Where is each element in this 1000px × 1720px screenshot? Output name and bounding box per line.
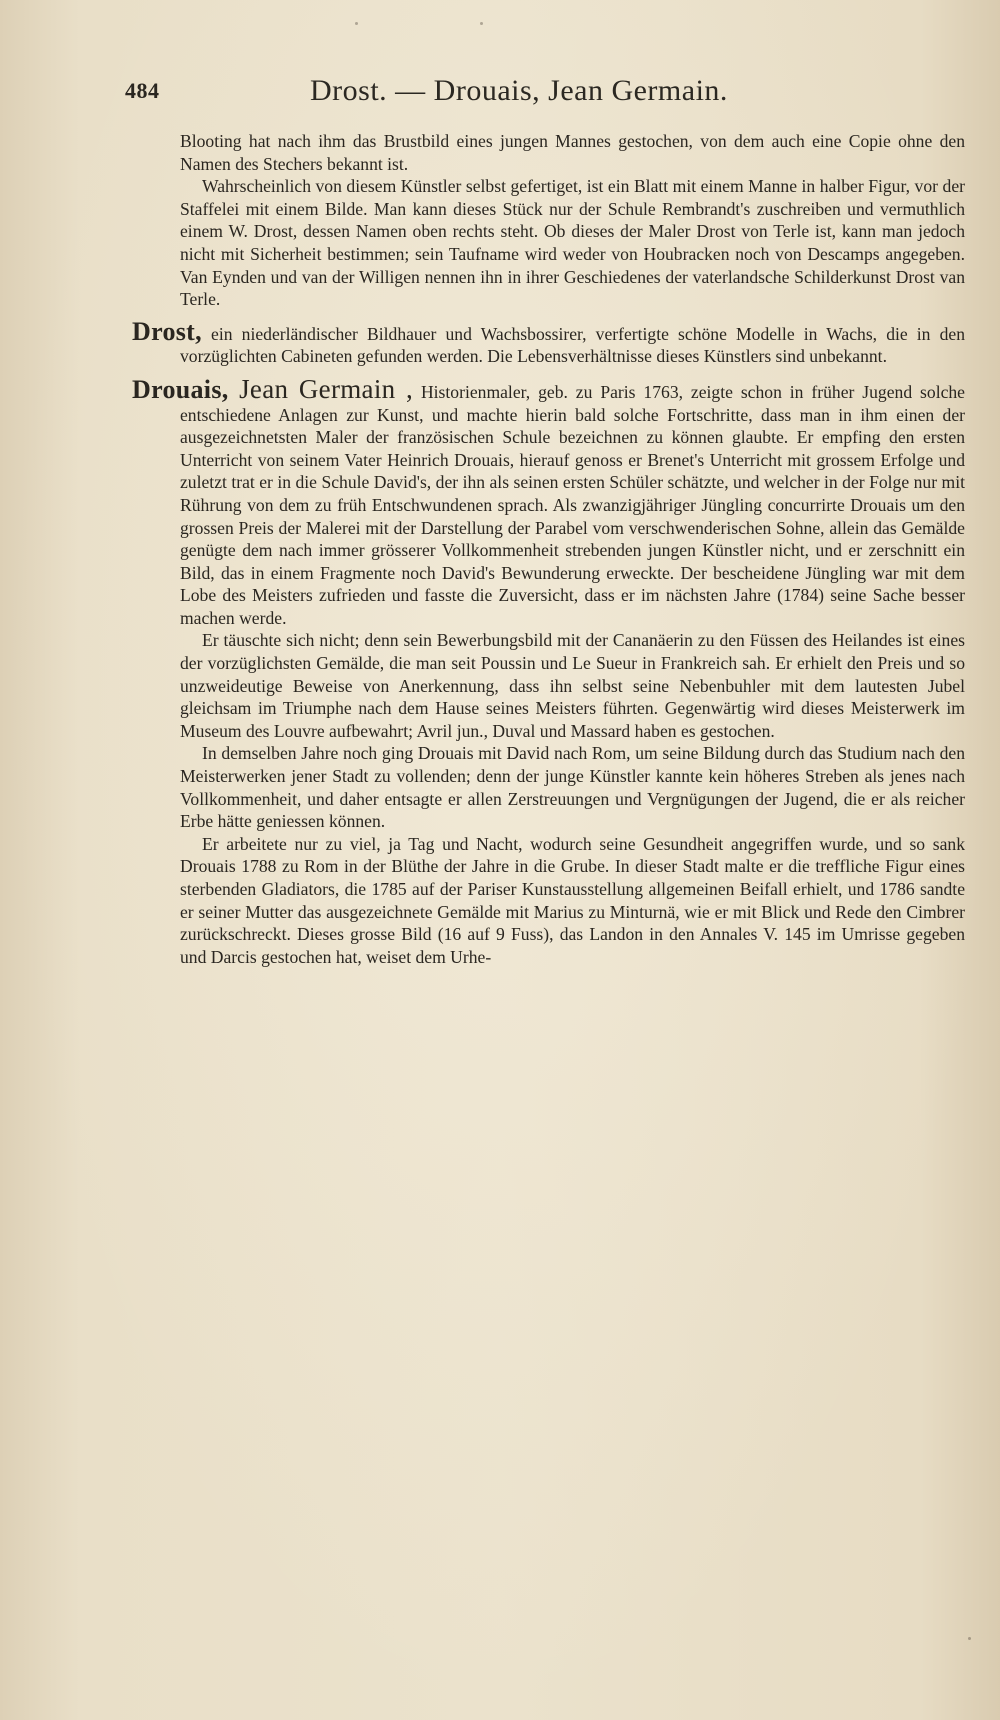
paragraph-blooting: Blooting hat nach ihm das Brustbild eines jungen Mannes gestochen, von dem auch eine Copie ohne den Namen des Stechers bekannt ist.	[180, 131, 965, 174]
running-head-title: Drost. — Drouais, Jean Germain.	[310, 74, 728, 107]
entry-drost-text: ein niederländischer Bildhauer und Wachsbossirer, verfertigte schöne Modelle in Wachs, die in den vorzüglichten Cabineten gefunden werden. Die Lebensverhältnisse dieses Künstlers sind unbekannt.	[180, 323, 965, 367]
page-number: 484	[125, 78, 160, 103]
paragraph-drouais-4: Er arbeitete nur zu viel, ja Tag und Nacht, wodurch seine Gesundheit angegriffen wurde, und so sank Drouais 1788 zu Rom in der Blüthe der Jahre in die Grube. In dieser Stadt malte er die treffliche Figur eines sterbenden Gladiators, die 1785 auf der Pariser Kunstausstellung allgemeinen Beifall erhielt, und 1786 sandte er seiner Mutter das ausgezeichnete Gemälde mit Marius zu Minturnä, wie er mit Blick und Rede den Cimbrer zurückschreckt. Dieses grosse Bild (16 auf 9 Fuss), das Landon in den Annales V. 145 im Umrisse gegeben und Darcis gestochen hat, weiset dem Urhe-	[180, 833, 965, 967]
headword-drost: Drost,	[132, 316, 202, 346]
paper-speck	[480, 22, 483, 25]
entry-drost	[132, 316, 965, 368]
paragraph-drouais-2: Er täuschte sich nicht; denn sein Bewerbungsbild mit der Cananäerin zu den Füssen des Heilandes ist eines der vorzüglichsten Gemälde, die man seit Poussin und Le Sueur in Frankreich sah. Er erhielt den Preis und so unzweideutige Beweise von Anerkennung, dass ihn selbst seine Nebenbuhler mit dem lautesten Jubel gleichsam im Triumphe nach dem Hause seines Meisters führten. Gegenwärtig wird dieses Meisterwerk im Museum des Louvre aufbewahrt; Avril jun., Duval und Massard haben es gestochen.	[180, 630, 965, 741]
paragraph-wahrscheinlich: Wahrscheinlich von diesem Künstler selbst gefertiget, ist ein Blatt mit einem Manne in halber Figur, vor der Staffelei mit einem Bilde. Man kann dieses Stück nur der Schule Rembrandt's zuschreiben und vermuthlich einem W. Drost, dessen Namen oben rechts steht. Ob dieses der Maler Drost von Terle ist, kann man jedoch nicht mit Sicherheit bestimmen; sein Taufname wird weder von Houbracken noch von Descamps angegeben. Van Eynden und van der Willigen nennen ihn in ihrer Geschiedenes der vaterlandsche Schilderkunst Drost van Terle.	[180, 176, 965, 310]
paragraph-drouais-3: In demselben Jahre noch ging Drouais mit David nach Rom, um seine Bildung durch das Studium nach den Meisterwerken jener Stadt zu vollenden; denn der junge Künstler kannte kein höheres Streben als jenes nach Vollkommenheit, und daher entsagte er allen Zerstreuungen und Vergnügungen der Jugend, die er als reicher Erbe hätte geniessen können.	[180, 743, 965, 832]
body-text	[132, 130, 965, 968]
entry-drouais-text: Historienmaler, geb. zu Paris 1763, zeigte schon in früher Jugend solche entschiedene Anlagen zur Kunst, und machte hierin bald solche Fortschritte, dass man in ihm einen der ausgezeichnetsten Maler der französischen Schule bezeichnen zu können glaubte. Er empfing den ersten Unterricht von seinem Vater Heinrich Drouais, hierauf genoss er Brenet's Unterricht mit grossem Erfolge und zuletzt trat er in die Schule David's, der ihn als seinen ersten Schüler schätzte, und welcher in der Folge nur mit Rührung von dem zu früh Entschwundenen sprach. Als zwanzigjähriger Jüngling concurrirte Drouais um den grossen Preis der Malerei mit der Darstellung der Parabel vom verschwenderischen Sohne, allein das Gemälde genügte dem nach immer grösserer Vollkommenheit strebenden jungen Künstler nicht, und er zerschnitt ein Bild, das in einem Fragmente noch David's Bewunderung erweckte. Der bescheidene Jüngling war mit dem Lobe des Meisters zufrieden und fasste die Zuversicht, dass er im nächsten Jahre (1784) seine Sache besser machen werde.	[180, 381, 965, 628]
running-head	[125, 74, 915, 118]
entry-drouais	[132, 373, 965, 630]
paper-speck	[355, 22, 358, 25]
paper-speck	[968, 1637, 971, 1640]
headword-drouais-surname: Drouais,	[132, 374, 229, 404]
headword-drouais-given: Jean Germain ,	[228, 373, 414, 404]
